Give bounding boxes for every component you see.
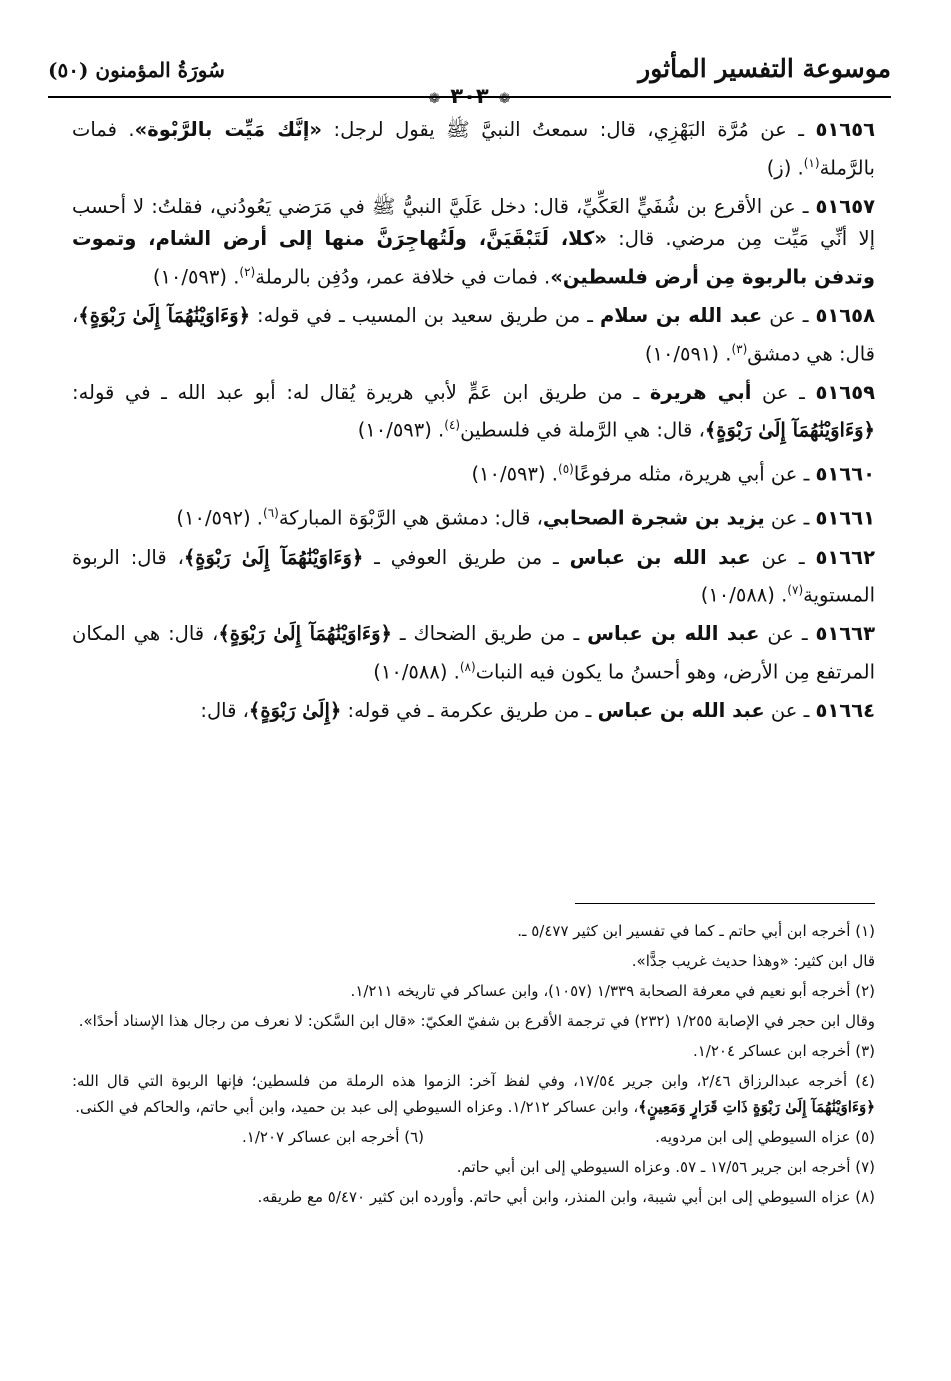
hadith-quote: «إنَّك مَيِّت بالرَّبْوة» [134, 118, 322, 141]
volume-page-ref: . (١٠/٥٩٣) [152, 265, 240, 289]
footnote: وقال ابن حجر في الإصابة ١/٢٥٥ (٢٣٢) في ترجمة الأقرع بن شفيّ العكيّ: «قال ابن السَّكن: لا نعرف من رجال هذا الإسناد أحدًا». [78, 1012, 875, 1030]
entry-text: . فمات بالرَّملة [72, 118, 875, 180]
footnote: (٨) عزاه السيوطي إلى ابن أبي شيبة، وابن المنذر، وابن أبي حاتم. وأورده ابن كثير ٥/٤٧٠ مع طريقه. [257, 1188, 875, 1206]
volume-page-ref: . (١٠/٥٩٣) [471, 462, 559, 486]
footnote: قال ابن كثير: «وهذا حديث غريب جدًّا». [631, 952, 875, 970]
quran-verse: ﴿وَءَاوَيْنَٰهُمَآ إِلَىٰ رَبْوَةٍ﴾ [183, 545, 364, 569]
narrator-name: عبد الله بن عباس [569, 545, 751, 569]
footnote: (٢) أخرجه أبو نعيم في معرفة الصحابة ١/٣٣٩ (١٠٥٧)، وابن عساكر في تاريخه ١/٢١١. [350, 982, 875, 1000]
entry-text: ـ عن [764, 506, 816, 530]
narrator-name: عبد الله بن عباس [597, 698, 765, 722]
entry-text: ، قال: الربوة المستوية [72, 545, 875, 607]
entry [72, 497, 875, 535]
entry-number: ٥١٦٦١ [815, 506, 875, 530]
footnote: (٧) أخرجه ابن جرير ١٧/٥٦ ـ ٥٧. وعزاه السيوطي إلى ابن أبي حاتم. [456, 1158, 875, 1176]
entry [72, 114, 875, 185]
footnote-text: (٤) أخرجه عبدالرزاق ٢/٤٦، وابن جرير ١٧/٥٤، وفي لفظ آخر: الزموا هذه الرملة من فلسطين؛ فإنها الربوة التي قال الله: [72, 1072, 875, 1090]
entry-number: ٥١٦٦٣ [815, 622, 875, 646]
entry [72, 191, 875, 294]
volume-page-ref: . (١٠/٥٩٣) [357, 418, 445, 442]
entry-text: ـ عن [762, 303, 816, 327]
footnote-text: ، وابن عساكر ١/٢١٢. وعزاه السيوطي إلى عبد بن حميد، وابن أبي حاتم، والحاكم في الكنى. [75, 1098, 639, 1116]
quran-verse: ﴿وَءَاوَيْنَٰهُمَآ إِلَىٰ رَبْوَةٍ﴾ [704, 418, 875, 442]
entry-text: . (ز) [766, 156, 804, 180]
narrator-name: عبد الله بن سلام [599, 303, 763, 327]
footnote [72, 1068, 875, 1120]
entry [72, 618, 875, 689]
ornament-icon: ❁ [498, 91, 511, 107]
entry [72, 453, 875, 491]
volume-page-ref: . (١٠/٥٩٢) [176, 506, 263, 530]
quran-verse: ﴿وَءَاوَيْنَٰهُمَآ إِلَىٰ رَبْوَةٍ﴾ [218, 622, 392, 646]
entry-text: ـ عن [751, 380, 816, 404]
entry [72, 300, 875, 371]
footnotes-section [72, 918, 875, 1214]
volume-page-ref: . (١٠/٥٩١) [644, 342, 732, 366]
book-title: موسوعة التفسير المأثور [638, 54, 891, 83]
footnote-marker[interactable]: (٧) [787, 583, 804, 598]
entry-text: ـ عن [750, 545, 816, 569]
entry [72, 695, 875, 728]
entry-text: ، قال: هي المكان المرتفع مِن الأرض، وهو أحسنُ ما يكون فيه النبات [72, 622, 875, 684]
entry-number: ٥١٦٥٦ [815, 118, 875, 141]
quran-verse: ﴿إِلَىٰ رَبْوَةٍ﴾ [248, 698, 342, 722]
footnote-marker[interactable]: (١) [803, 155, 820, 170]
entry-number: ٥١٦٥٨ [815, 303, 875, 327]
entry-text: ـ من طريق العوفي ـ [363, 545, 570, 569]
entry-text: ـ عن مُرَّة البَهْزِي، قال: سمعتُ النبيَّ ﷺ يقول لرجل: [322, 118, 816, 141]
narrator-name: عبد الله بن عباس [587, 622, 760, 646]
main-text [72, 114, 875, 734]
entry-text: ، قال: دمشق هي الرَّبْوَة المباركة [278, 506, 543, 530]
footnote-marker[interactable]: (٥) [558, 462, 574, 477]
entry-text: ـ من طريق ابن عَمٍّ لأبي هريرة يُقال له: أبو عبد الله ـ في قوله: [72, 380, 650, 404]
footnote-marker[interactable]: (٢) [239, 264, 256, 279]
footnote-marker[interactable]: (٣) [731, 341, 748, 356]
entry-number: ٥١٦٦٠ [815, 462, 875, 486]
ornament-icon: ❁ [428, 91, 441, 107]
hadith-quote: «كلا، لَتَبْقَيَنَّ، ولَتُهاجِرَنَّ منها إلى أرض الشام، وتموت وتدفن بالربوة مِن أرض فلسطين» [72, 227, 875, 289]
footnote: (١) أخرجه ابن أبي حاتم ـ كما في تفسير ابن كثير ٥/٤٧٧ ـ. [517, 922, 875, 940]
entry-text: ـ من طريق سعيد بن المسيب ـ في قوله: [250, 303, 600, 327]
entry-text: ، قال: هي دمشق [72, 303, 875, 366]
entry-number: ٥١٦٥٩ [815, 380, 876, 404]
page-header [48, 52, 891, 108]
narrator-name: أبي هريرة [649, 380, 752, 404]
volume-page-ref: . (١٠/٥٨٨) [700, 583, 788, 607]
entry-number: ٥١٦٥٧ [815, 194, 875, 218]
footnote-marker[interactable]: (٦) [263, 506, 279, 521]
footnote: (٦) أخرجه ابن عساكر ١/٢٠٧. [242, 1128, 425, 1146]
footnote: (٣) أخرجه ابن عساكر ١/٢٠٤. [692, 1042, 875, 1060]
entry-text: ـ عن [759, 622, 816, 646]
footnote: (٥) عزاه السيوطي إلى ابن مردويه. [655, 1128, 875, 1146]
narrator-name: يزيد بن شجرة الصحابي [542, 506, 765, 530]
footnote-separator [575, 903, 875, 904]
entry-number: ٥١٦٦٤ [815, 698, 875, 722]
entry-number: ٥١٦٦٢ [815, 545, 875, 569]
entry-text: ـ من طريق الضحاك ـ [391, 622, 588, 646]
entry-text: ، قال: هي الرَّملة في فلسطين [460, 418, 705, 442]
entry [72, 377, 875, 448]
footnote-marker[interactable]: (٤) [444, 418, 461, 433]
entry-text: . فمات في خلافة عمر، ودُفِن بالرملة [255, 265, 551, 289]
footnote-row [72, 1124, 875, 1150]
entry-text: ـ عن الأقرع بن شُفَيٍّ العَكِّيِّ، قال: دخل عَلَيَّ النبيُّ ﷺ في مَرَضي يَعُودُني، فقلتُ: لا أحسب إلا أنِّي مَيِّت مِن مرضي. قال: [72, 194, 875, 251]
page-number: ٣٠٣ [450, 84, 489, 108]
footnote-marker[interactable]: (٨) [459, 659, 476, 674]
quran-verse: ﴿وَءَاوَيْنَٰهُمَآ إِلَىٰ رَبْوَةٍ ذَاتِ قَرَارٍ وَمَعِينٍ﴾ [638, 1098, 875, 1116]
entry-text: ـ عن [764, 698, 816, 722]
quran-verse: ﴿وَءَاوَيْنَٰهُمَآ إِلَىٰ رَبْوَةٍ﴾ [78, 303, 251, 327]
header-rule [48, 96, 891, 98]
entry [72, 542, 875, 613]
surah-title: سُورَةُ المؤمنون (٥٠) [48, 58, 225, 82]
entry-text: ـ عن أبي هريرة، مثله مرفوعًا [573, 462, 816, 486]
entry-text: ، قال: [200, 698, 249, 722]
volume-page-ref: . (١٠/٥٨٨) [373, 660, 460, 684]
entry-text: ـ من طريق عكرمة ـ في قوله: [341, 698, 598, 722]
